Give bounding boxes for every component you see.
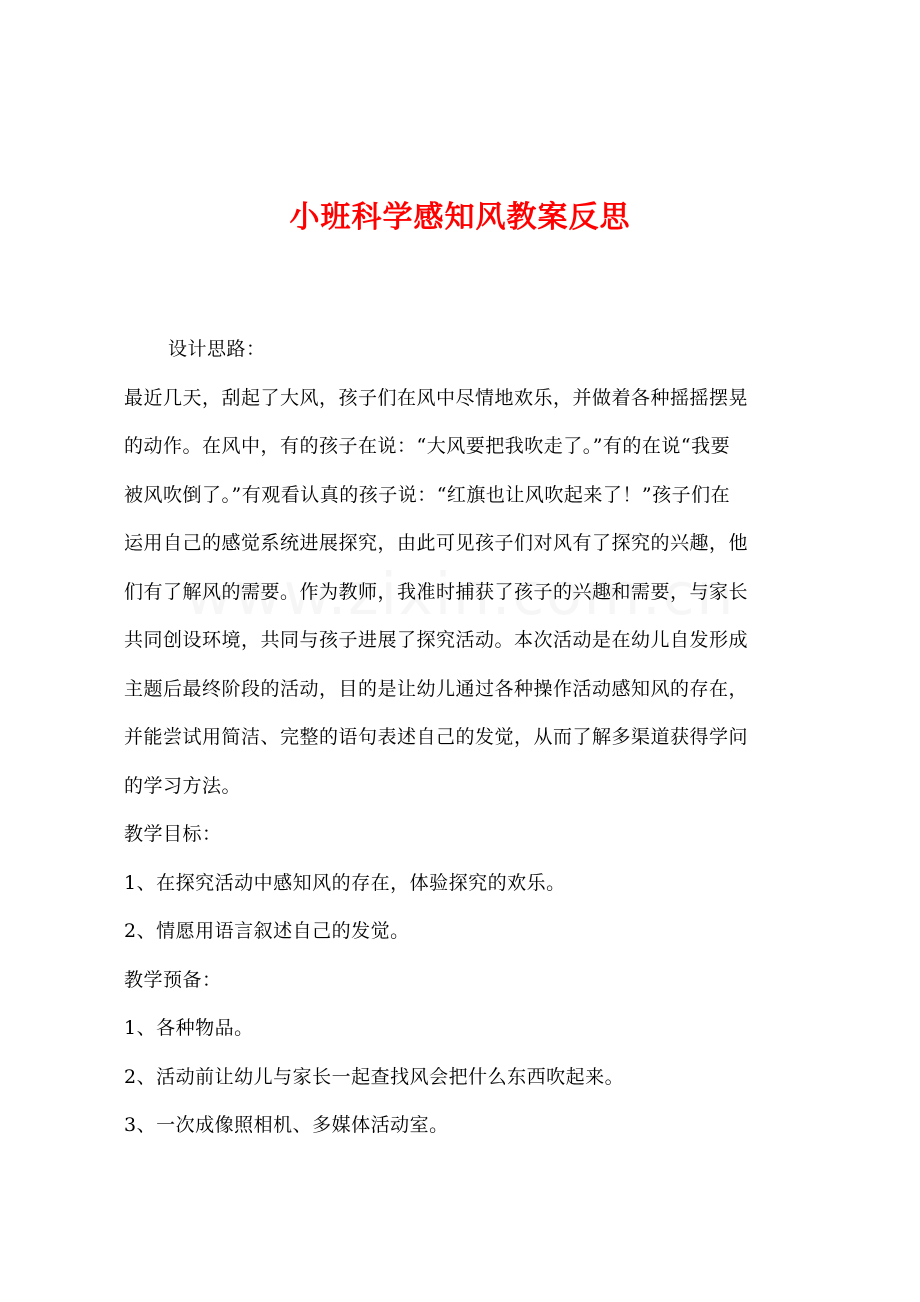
document-title: 小班科学感知风教案反思 (289, 200, 631, 235)
paragraph-line: 们有了解风的需要。作为教师，我准时捕获了孩子的兴趣和需要，与家长 (124, 580, 749, 603)
paragraph-line: 主题后最终阶段的活动，目的是让幼儿通过各种操作活动感知风的存在， (124, 677, 749, 700)
paragraph-line: 的动作。在风中，有的孩子在说：“大风要把我吹走了。”有的在说“我要 (124, 435, 731, 457)
paragraph-line: 被风吹倒了。”有观看认真的孩子说：“红旗也让风吹起来了！”孩子们在 (124, 483, 731, 506)
section-heading-design-idea: 设计思路： (168, 338, 266, 360)
paragraph-line: 运用自己的感觉系统进展探究，由此可见孩子们对风有了探究的兴趣，他 (124, 532, 749, 554)
paragraph-line: 并能尝试用简洁、完整的语句表述自己的发觉，从而了解多渠道获得学问 (124, 726, 749, 748)
paragraph-line: 共同创设环境，共同与孩子进展了探究活动。本次活动是在幼儿自发形成 (124, 629, 749, 651)
list-item: 3、一次成像照相机、多媒体活动室。 (124, 1114, 449, 1136)
list-item: 1、在探究活动中感知风的存在，体验探究的欢乐。 (124, 871, 566, 894)
section-heading-teaching-prep: 教学预备： (124, 968, 222, 991)
paragraph-line: 最近几天，刮起了大风，孩子们在风中尽情地欢乐，并做着各种摇摇摆晃 (124, 386, 749, 409)
list-item: 2、情愿用语言叙述自己的发觉。 (124, 920, 410, 942)
list-item: 1、各种物品。 (124, 1017, 254, 1039)
paragraph-line: 的学习方法。 (124, 774, 242, 797)
section-heading-teaching-goals: 教学目标： (124, 823, 222, 845)
list-item: 2、活动前让幼儿与家长一起查找风会把什么东西吹起来。 (124, 1065, 625, 1088)
document-body (124, 325, 824, 1150)
